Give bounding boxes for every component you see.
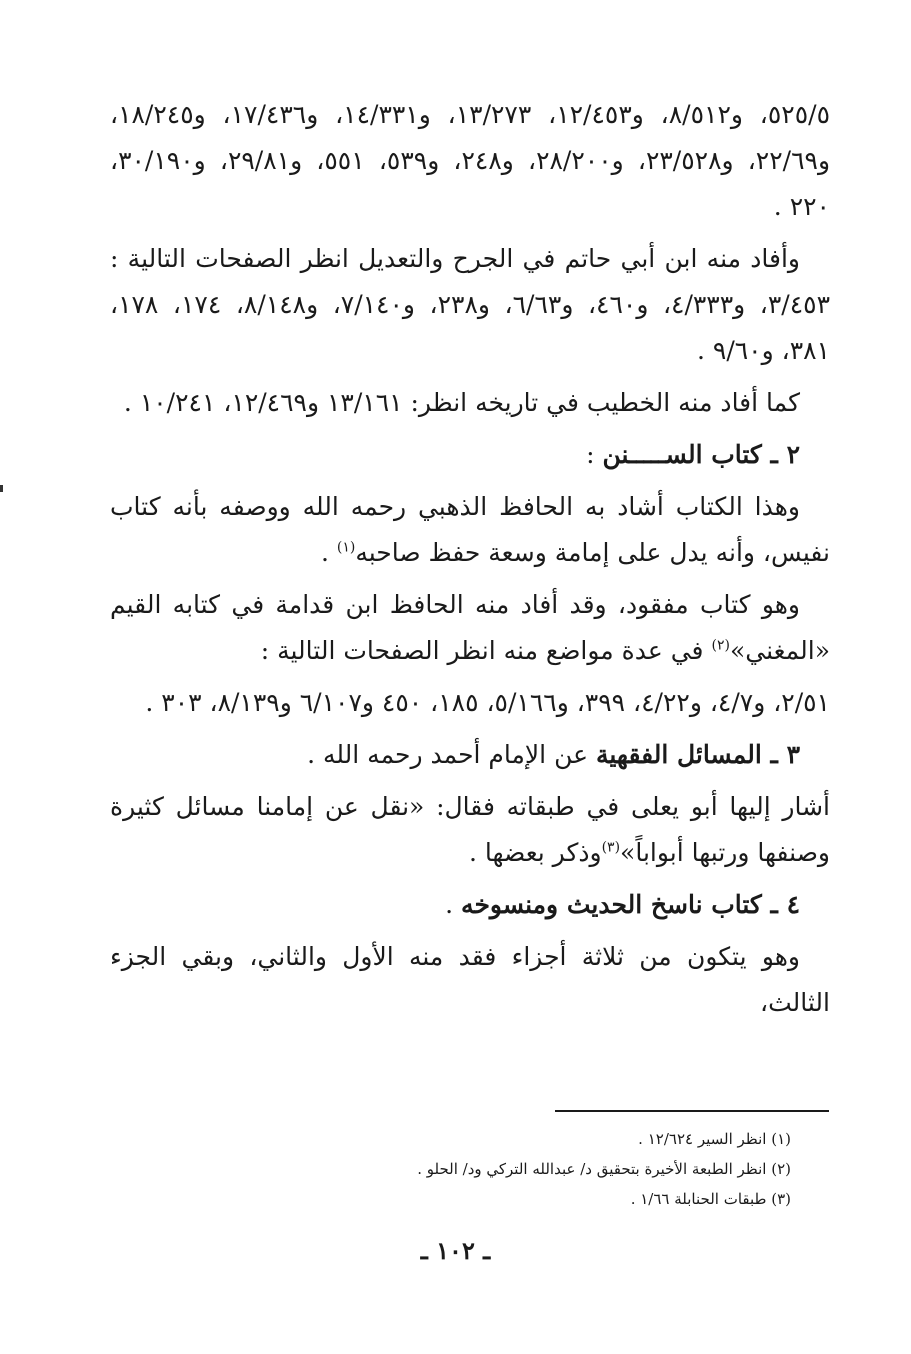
paragraph-ibn-abi-hatim: وأفاد منه ابن أبي حاتم في الجرح والتعديل انظر الصفحات التالية : ٣/٤٥٣، و٤/٣٣٣، و٤٦٠، و٦/٦٣، و٢٣٨، و٧/١٤٠، و٨/١٤٨، ١٧٤، ١٧٨، ٣٨١، و٩/٦٠ . — [110, 244, 831, 365]
heading-masail-fiqhiyya — [110, 732, 830, 778]
paragraph-references-1: ٥٢٥/٥، و٨/٥١٢، و١٢/٤٥٣، ١٣/٢٧٣، و١٤/٣٣١، و١٧/٤٣٦، و١٨/٢٤٥، و٢٢/٦٩، و٢٣/٥٢٨، و٢٨/٢٠٠، و٢٤٨، و٥٣٩، ٥٥١، و٢٩/٨١، و٣٠/١٩٠، ٢٢٠ . — [110, 100, 831, 221]
footnote-3: (٣) طبقات الحنابلة ١/٦٦ . — [630, 1190, 791, 1208]
heading-tail: عن الإمام أحمد رحمه الله . — [307, 740, 596, 769]
paragraph-al-khatib: كما أفاد منه الخطيب في تاريخه انظر: ١٣/١٦١ و١٢/٤٦٩، ١٠/٢٤١ . — [123, 388, 800, 417]
paragraph-end: . — [320, 538, 337, 567]
page-body — [110, 92, 830, 1032]
paragraph-text: وهذا الكتاب أشاد به الحافظ الذهبي رحمه الله ووصفه بأنه كتاب نفيس، وأنه يدل على إمامة وسعة حفظ صاحبه — [110, 492, 830, 567]
paragraph-al-dhahabi — [110, 484, 830, 576]
paragraph-text: وهو كتاب مفقود، وقد أفاد منه الحافظ ابن قدامة في كتابه القيم «المغني» — [110, 590, 830, 665]
footnote-ref-1: (١) — [336, 539, 356, 556]
paragraph-references-2: ٢/٥١، و٤/٧، و٤/٢٢، ٣٩٩، و٥/١٦٦، ١٨٥، ٤٥٠ و٦/١٠٧ و٨/١٣٩، ٣٠٣ . — [145, 688, 830, 717]
footnote-ref-2: (٢) — [711, 637, 730, 654]
heading-tail: : — [586, 440, 603, 469]
paragraph-end: وذكر بعضها . — [468, 838, 602, 867]
heading-label: ٤ ـ كتاب ناسخ الحديث ومنسوخه — [461, 890, 800, 919]
paragraph-end: في عدة مواضع منه انظر الصفحات التالية : — [260, 636, 712, 665]
footnotes — [231, 1124, 791, 1214]
heading-tail: . — [445, 890, 462, 919]
heading-nasikh-al-hadith — [110, 882, 830, 928]
scan-speck — [0, 485, 3, 492]
paragraph-text: أشار إليها أبو يعلى في طبقاته فقال: «نقل عن إمامنا مسائل كثيرة وصنفها ورتبها أبواباً» — [110, 792, 830, 867]
paragraph-three-parts: وهو يتكون من ثلاثة أجزاء فقد منه الأول والثاني، وبقي الجزء الثالث، — [110, 942, 830, 1017]
footnote-1: (١) انظر السير ١٢/٦٢٤ . — [638, 1130, 791, 1148]
paragraph-abu-yala — [110, 784, 830, 876]
heading-label: ٢ ـ كتاب الســـــنن — [602, 440, 800, 469]
page-number: ـ ١٠٢ ـ — [420, 1236, 491, 1265]
paragraph-ibn-qudama — [110, 582, 830, 674]
heading-kitab-al-sunan — [110, 432, 830, 478]
footnote-divider — [555, 1110, 829, 1112]
heading-label: ٣ ـ المسائل الفقهية — [595, 740, 800, 769]
footnote-2: (٢) انظر الطبعة الأخيرة بتحقيق د/ عبدالله التركي ود/ الحلو . — [417, 1160, 791, 1178]
footnote-ref-3: (٣) — [601, 839, 621, 856]
